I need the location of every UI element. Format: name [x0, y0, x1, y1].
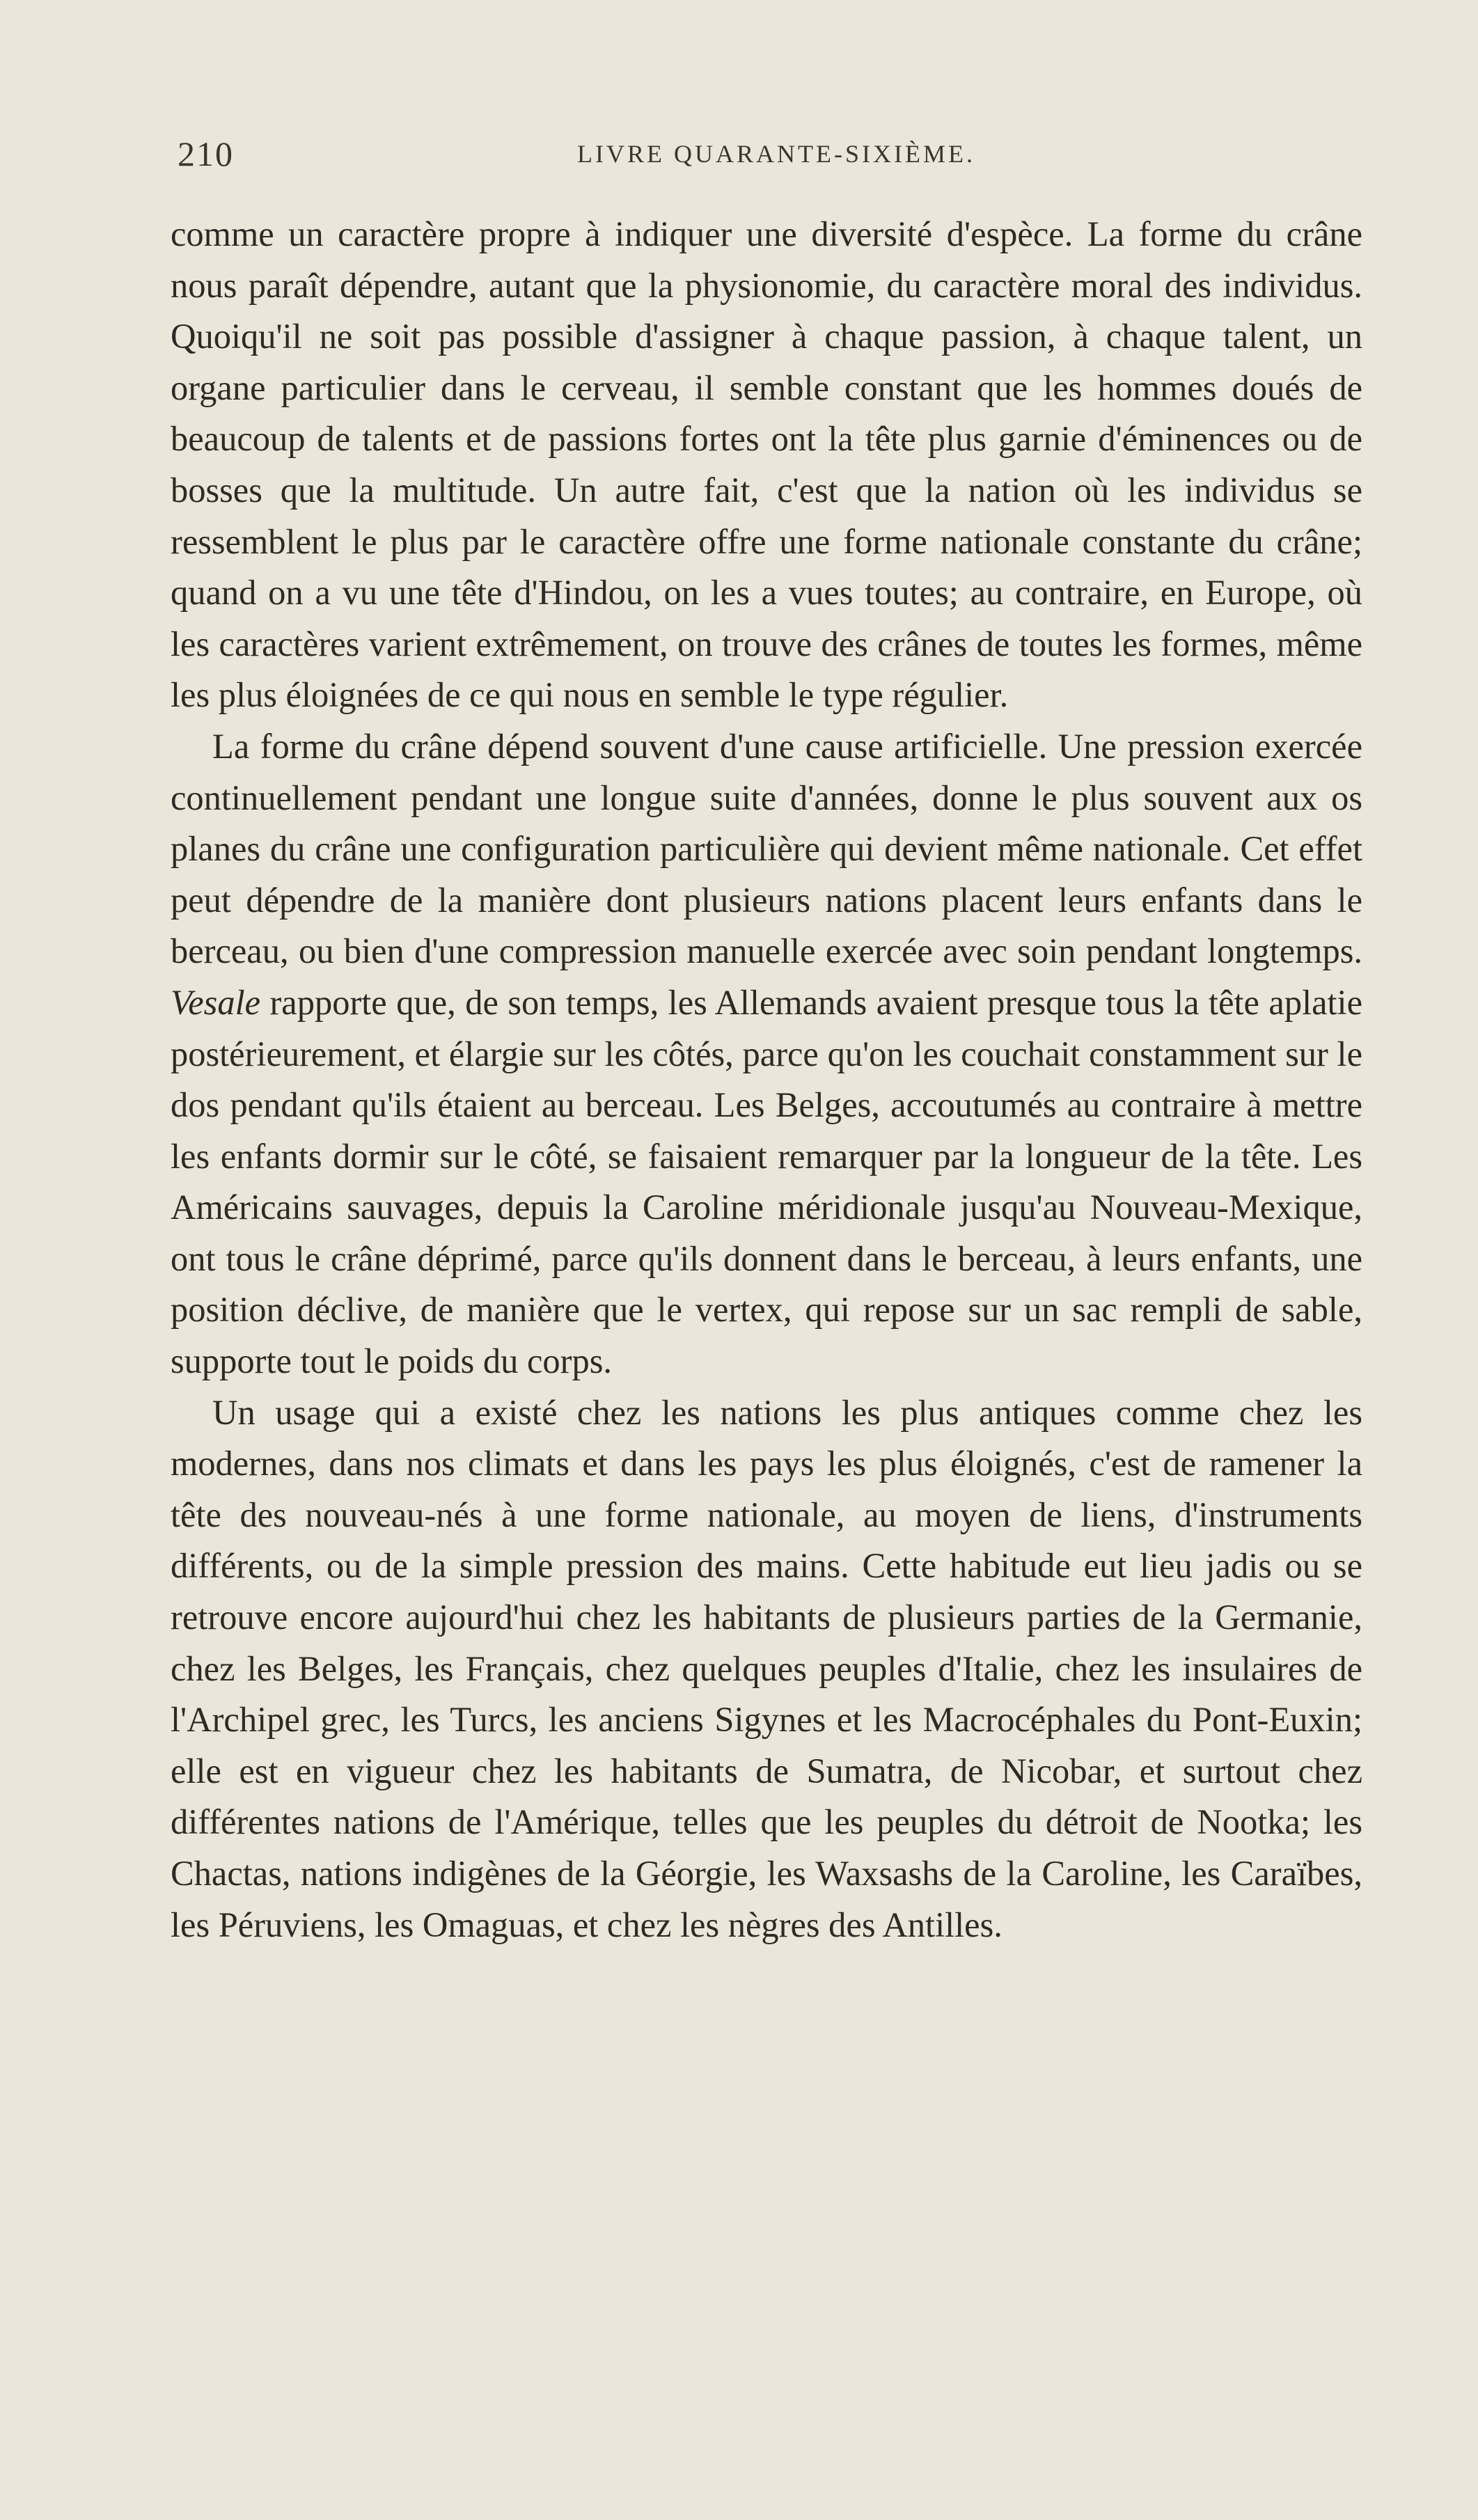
page-number: 210 — [178, 134, 234, 173]
italic-name-vesale: Vesale — [171, 982, 261, 1022]
running-head — [178, 134, 1375, 175]
paragraph-2-text-before: La forme du crâne dépend souvent d'une cause artificielle. Une pression exercée continuellement pendant une longue suite d'années, donne le plus souvent aux os planes du crâne une configuration particulière qui devient même nationale. Cet effet peut dépendre de la manière dont plusieurs nations placent leurs enfants dans le berceau, ou bien d'une compression manuelle exercée avec soin pendant longtemps. — [171, 726, 1362, 971]
body-text — [171, 209, 1362, 1951]
paragraph-3: Un usage qui a existé chez les nations les plus antiques comme chez les modernes, dans nos climats et dans les pays les plus éloignés, c'est de ramener la tête des nouveau-nés à une forme nationale, au moyen de liens, d'instruments différents, ou de la simple pression des mains. Cette habitude eut lieu jadis ou se retrouve encore aujourd'hui chez les habitants de plusieurs parties de la Germanie, chez les Belges, les Français, chez quelques peuples d'Italie, chez les insulaires de l'Archipel grec, les Turcs, les anciens Sigynes et les Macrocéphales du Pont-Euxin; elle est en vigueur chez les habitants de Sumatra, de Nicobar, et surtout chez différentes nations de l'Amérique, telles que les peuples du détroit de Nootka; les Chactas, nations indigènes de la Géorgie, les Waxsashs de la Caroline, les Caraïbes, les Péruviens, les Omaguas, et chez les nègres des Antilles. — [171, 1392, 1362, 1944]
paragraph-2 — [171, 721, 1362, 1387]
paragraph-2-text-after: rapporte que, de son temps, les Allemands avaient presque tous la tête aplatie postérieurement, et élargie sur les côtés, parce qu'on les couchait constamment sur le dos pendant qu'ils étaient au berceau. Les Belges, accoutumés au contraire à mettre les enfants dormir sur le côté, se faisaient remarquer par la longueur de la tête. Les Américains sauvages, depuis la Caroline méridionale jusqu'au Nouveau-Mexique, ont tous le crâne déprimé, parce qu'ils donnent dans le berceau, à leurs enfants, une position déclive, de manière que le vertex, qui repose sur un sac rempli de sable, supporte tout le poids du corps. — [171, 982, 1362, 1381]
running-title: LIVRE QUARANTE-SIXIÈME. — [577, 140, 975, 168]
paragraph-1: comme un caractère propre à indiquer une diversité d'espèce. La forme du crâne nous paraît dépendre, autant que la physionomie, du caractère moral des individus. Quoiqu'il ne soit pas possible d'assigner à chaque passion, à chaque talent, un organe particulier dans le cerveau, il semble constant que les hommes doués de beaucoup de talents et de passions fortes ont la tête plus garnie d'éminences ou de bosses que la multitude. Un autre fait, c'est que la nation où les individus se ressemblent le plus par le caractère offre une forme nationale constante du crâne; quand on a vu une tête d'Hindou, on les a vues toutes; au contraire, en Europe, où les caractères varient extrêmement, on trouve des crânes de toutes les formes, même les plus éloignées de ce qui nous en semble le type régulier. — [171, 214, 1362, 715]
